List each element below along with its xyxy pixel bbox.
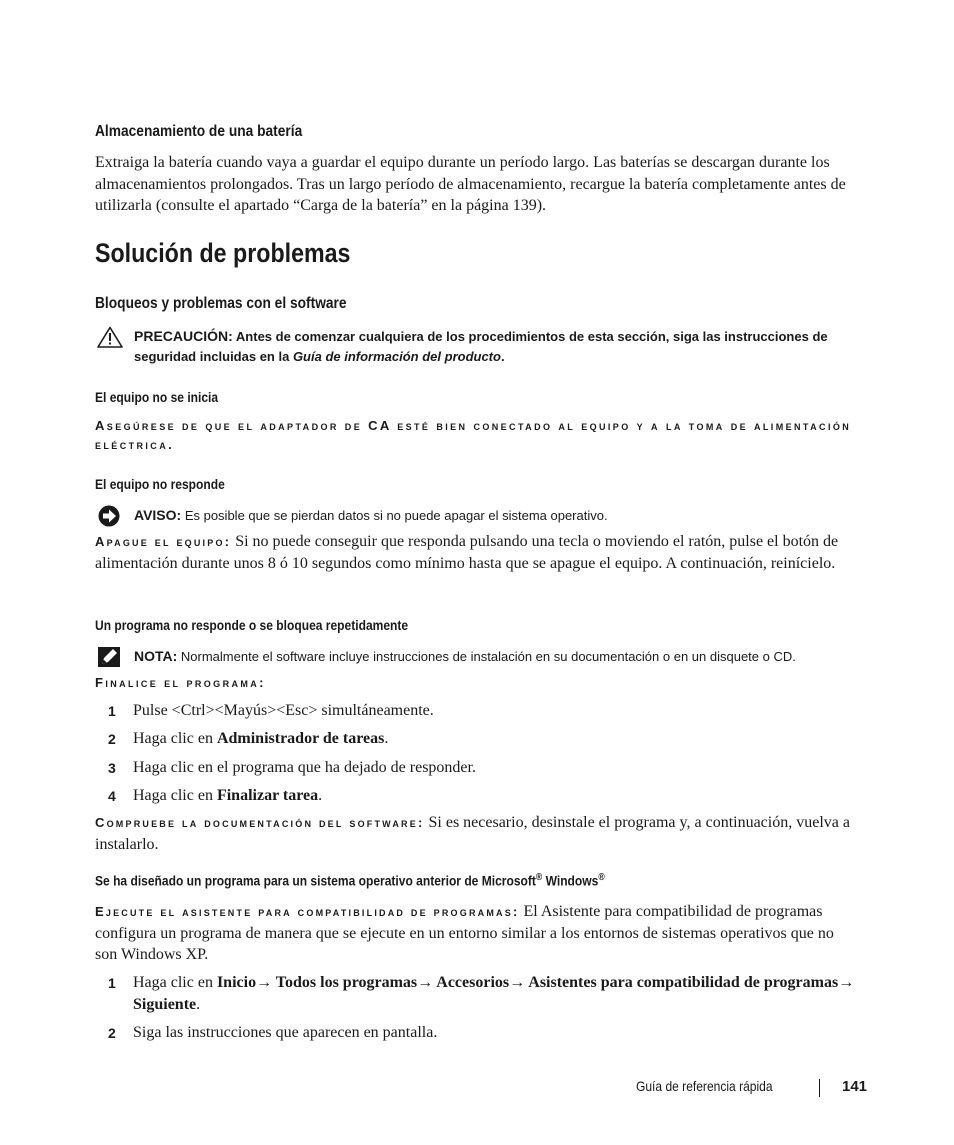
- compat-paragraph: Ejecute el asistente para compatibilidad de programas: El Asistente para compatibilidad de programas configura un programa de manera que se ejecute en un entorno similar a los entornos de sistemas operativos que no son Windows XP.: [95, 903, 834, 963]
- note-label: NOTA:: [134, 648, 178, 664]
- notice-label: AVISO:: [134, 507, 182, 523]
- list-item: 3 Haga clic en el programa que ha dejado de responder.: [108, 759, 476, 776]
- list-item: 4 Haga clic en Finalizar tarea.: [108, 787, 323, 804]
- caution-notice: PRECAUCIÓN: Antes de comenzar cualquiera de los procedimientos de esta sección, siga las instrucciones de seguridad incluidas en la Guía de información del producto.: [95, 326, 860, 367]
- notice-arrow-icon: [97, 505, 123, 527]
- warning-notice: [95, 505, 860, 526]
- note-notice: [95, 646, 860, 667]
- caution-triangle-icon: [97, 326, 123, 348]
- footer-divider: [819, 1079, 820, 1097]
- note-text: Normalmente el software incluye instrucciones de instalación en su documentación o en un disquete o CD.: [177, 649, 796, 664]
- list-item: 1 Pulse <Ctrl><Mayús><Esc> simultáneamente.: [108, 702, 434, 719]
- check-docs-paragraph: Compruebe la documentación del software: Si es necesario, desinstale el programa y, a continuación, vuelva a instalarlo.: [95, 814, 850, 853]
- list-item: 2 Siga las instrucciones que aparecen en pantalla.: [108, 1024, 438, 1041]
- no-start-instruction: Asegúrese de que el adaptador de CA esté bien conectado al equipo y a la toma de alimentación eléctrica.: [95, 418, 852, 452]
- list-item: 1 Haga clic en Inicio→ Todos los programas→ Accesorios→ Asistentes para compatibilidad de programas→ Siguiente.: [108, 974, 855, 1013]
- check-docs-lead: Compruebe la documentación del software:: [95, 815, 425, 830]
- program-hang-heading: Un programa no responde o se bloquea repetidamente: [95, 617, 409, 633]
- storage-paragraph: Extraiga la batería cuando vaya a guardar el equipo durante un período largo. Las baterías se descargan durante los almacenamientos prolongados. Tras un largo período de almacenamiento, recargue la batería completamente antes de utilizarla (consulte el apartado “Carga de la batería” en la página 139).: [95, 154, 846, 214]
- footer-title: Guía de referencia rápida: [636, 1078, 773, 1094]
- caution-label: PRECAUCIÓN:: [134, 328, 233, 344]
- task-manager-label: Administrador de tareas: [216, 730, 385, 747]
- end-task-label: Finalizar tarea: [216, 787, 319, 804]
- end-program-lead: Finalice el programa:: [95, 675, 266, 690]
- note-pencil-icon: [97, 646, 123, 668]
- shutdown-lead: Apague el equipo:: [95, 534, 232, 549]
- legacy-heading: Se ha diseñado un programa para un sistema operativo anterior de Microsoft® Windows®: [95, 872, 605, 889]
- shutdown-paragraph: Apague el equipo: Si no puede conseguir que responda pulsando una tecla o moviendo el ratón, pulse el botón de alimentación durante unos 8 ó 10 segundos como mínimo hasta que se apague el equipo. A continuación, reinícielo.: [95, 533, 839, 572]
- page-number: 141: [842, 1078, 868, 1095]
- list-item: 2 Haga clic en Administrador de tareas.: [108, 730, 389, 747]
- page-footer: [636, 1078, 876, 1094]
- page-title: Solución de problemas: [95, 238, 351, 268]
- storage-heading: Almacenamiento de una batería: [95, 123, 303, 140]
- no-start-heading: El equipo no se inicia: [95, 389, 219, 405]
- caution-doc-reference: Guía de información del producto: [292, 349, 501, 364]
- no-response-heading: El equipo no responde: [95, 476, 225, 492]
- notice-text: Es posible que se pierdan datos si no puede apagar el sistema operativo.: [181, 508, 608, 523]
- compat-lead: Ejecute el asistente para compatibilidad de programas:: [95, 904, 520, 919]
- caution-text: Antes de comenzar cualquiera de los procedimientos de esta sección, siga las instrucciones de seguridad incluidas en la: [134, 329, 828, 364]
- start-menu-label: Inicio: [216, 974, 257, 991]
- subtitle-heading: Bloqueos y problemas con el software: [95, 295, 347, 312]
